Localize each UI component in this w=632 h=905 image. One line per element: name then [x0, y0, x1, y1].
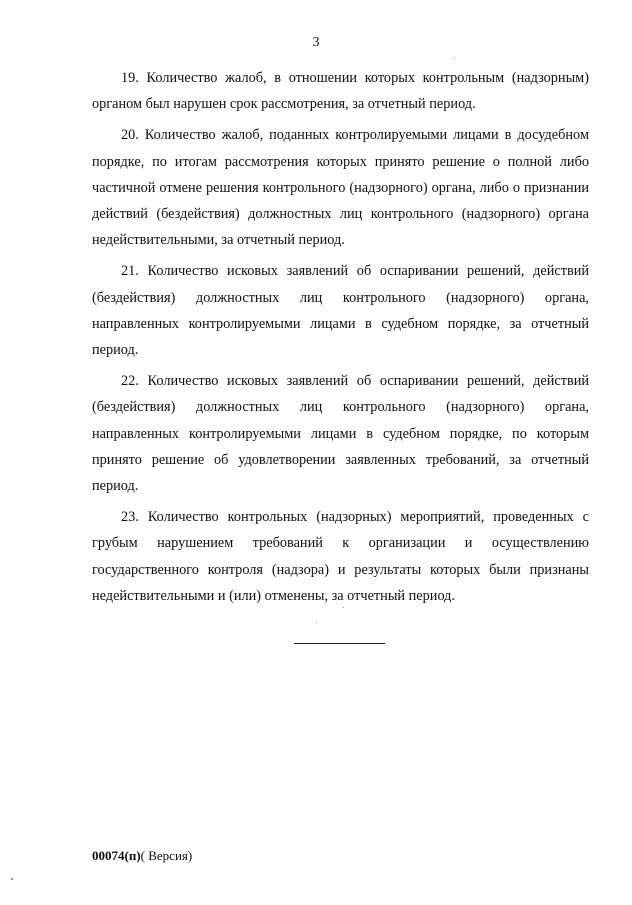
closing-divider — [294, 643, 385, 644]
document-version: ( Версия) — [140, 848, 193, 863]
paragraph-19: 19. Количество жалоб, в отношении которых контрольным (надзорным) органом был нарушен срок рассмотрения, за отчетный период. — [92, 70, 589, 113]
document-code: 00074(п) — [92, 848, 141, 863]
document-footer — [92, 848, 192, 864]
paragraph-23: 23. Количество контрольных (надзорных) мероприятий, проведенных с грубым нарушением требований к организации и осуществлению государственного контроля (надзора) и результаты которых были признаны недействительными и (или) отменены, за отчетный период. — [92, 509, 589, 604]
paragraph-22: 22. Количество исковых заявлений об оспаривании решений, действий (бездействия) должностных лиц контрольного (надзорного) органа, направленных контролируемыми лицами в судебном порядке, по которым принято решение об удовлетворении заявленных требований, за отчетный период. — [92, 373, 589, 495]
scan-speck — [11, 878, 13, 880]
scan-speck — [454, 58, 455, 59]
scan-speck — [343, 607, 344, 608]
page-number: 3 — [312, 35, 320, 50]
paragraph-21: 21. Количество исковых заявлений об оспаривании решений, действий (бездействия) должностных лиц контрольного (надзорного) органа, направленных контролируемыми лицами в судебном порядке, за отчетный период. — [92, 263, 589, 359]
paragraph-20: 20. Количество жалоб, поданных контролируемыми лицами в досудебном порядке, по итогам рассмотрения которых принято решение о полной либо частичной отмене решения контрольного (надзорного) органа, либо о признании действий (бездействия) должностных лиц контрольного (надзорного) органа недействительными, за отчетный период. — [92, 127, 589, 249]
document-body — [92, 65, 589, 609]
scan-speck — [316, 622, 317, 623]
